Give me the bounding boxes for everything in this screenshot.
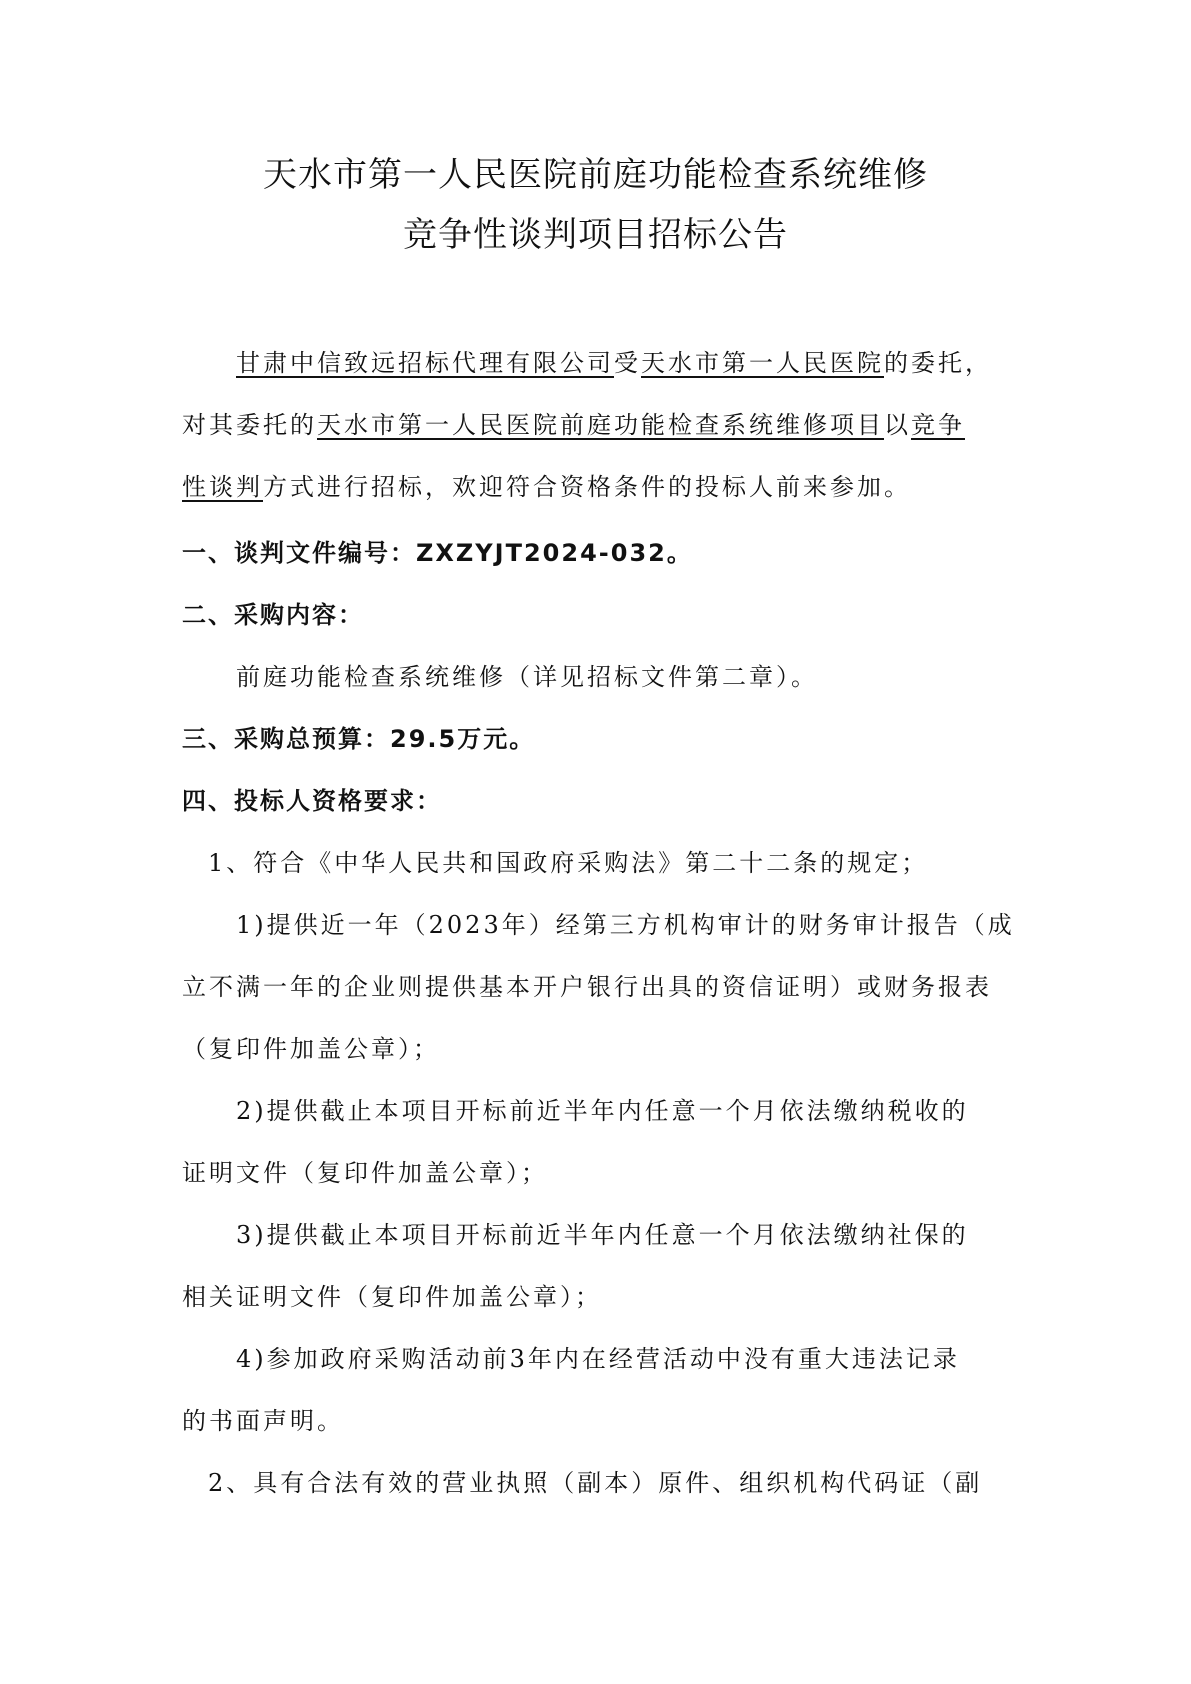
section-heading-1: 一、谈判文件编号：ZXZYJT2024-032。 <box>182 539 693 567</box>
procurement-method: 竞争 <box>911 411 965 439</box>
intro-text: 的委托， <box>884 349 992 377</box>
title-line-1: 天水市第一人民医院前庭功能检查系统维修 <box>263 155 928 195</box>
requirement-1-4-cont: 的书面声明。 <box>182 1407 344 1435</box>
requirement-1-3: 3)提供截止本项目开标前近半年内任意一个月依法缴纳社保的 <box>236 1221 969 1249</box>
section-heading-3: 三、采购总预算：29.5万元。 <box>182 725 536 753</box>
document-title <box>0 145 1191 265</box>
requirement-1-1-cont: 立不满一年的企业则提供基本开户银行出具的资信证明）或财务报表 <box>182 973 992 1001</box>
intro-text: 受 <box>614 349 641 377</box>
project-name: 天水市第一人民医院前庭功能检查系统维修项目 <box>317 411 884 439</box>
intro-line-1 <box>182 332 1012 394</box>
requirement-1: 1、符合《中华人民共和国政府采购法》第二十二条的规定； <box>208 849 929 877</box>
requirement-1-4: 4)参加政府采购活动前3年内在经营活动中没有重大违法记录 <box>236 1345 960 1373</box>
client-name: 天水市第一人民医院 <box>641 349 884 377</box>
requirement-2: 2、具有合法有效的营业执照（副本）原件、组织机构代码证（副 <box>208 1469 983 1497</box>
section-heading-4: 四、投标人资格要求： <box>182 787 442 815</box>
requirement-1-1-cont: （复印件加盖公章）； <box>182 1035 440 1063</box>
agency-name: 甘肃中信致远招标代理有限公司 <box>236 349 614 377</box>
section-heading-2: 二、采购内容： <box>182 601 364 629</box>
intro-line-3 <box>182 456 1012 518</box>
intro-text: 方式进行招标，欢迎符合资格条件的投标人前来参加。 <box>263 473 911 501</box>
intro-text: 以 <box>884 411 911 439</box>
section-2-body: 前庭功能检查系统维修（详见招标文件第二章）。 <box>236 663 818 691</box>
document-body <box>182 332 1015 1514</box>
procurement-method: 性谈判 <box>182 473 263 501</box>
requirement-1-2-cont: 证明文件（复印件加盖公章）； <box>182 1159 548 1187</box>
requirement-1-1: 1)提供近一年（2023年）经第三方机构审计的财务审计报告（成 <box>236 911 1015 939</box>
requirement-1-3-cont: 相关证明文件（复印件加盖公章）； <box>182 1283 602 1311</box>
intro-line-2 <box>182 394 1012 456</box>
title-line-2: 竞争性谈判项目招标公告 <box>403 215 788 255</box>
requirement-1-2: 2)提供截止本项目开标前近半年内任意一个月依法缴纳税收的 <box>236 1097 969 1125</box>
intro-text: 对其委托的 <box>182 411 317 439</box>
